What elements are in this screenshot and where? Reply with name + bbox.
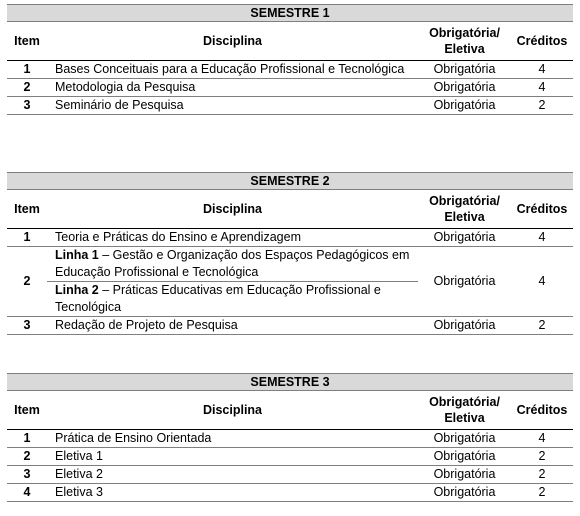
obrigatoria-header (418, 190, 511, 229)
disciplina-name: Eletiva 3 (55, 485, 103, 499)
creditos-header: Créditos (516, 34, 568, 48)
tipo-value: Obrigatória (433, 80, 496, 94)
semester-title: SEMESTRE 3 (7, 373, 573, 391)
item-number: 4 (23, 485, 31, 499)
obrigatoria-header-line2: Eletiva (444, 42, 485, 56)
obrigatoria-header-line2: Eletiva (444, 411, 485, 425)
semester-title: SEMESTRE 1 (7, 4, 573, 22)
obrigatoria-header-line1: Obrigatória/ (429, 395, 500, 409)
course-table (7, 22, 573, 115)
disciplina-name: Eletiva 1 (55, 449, 103, 463)
tipo-value: Obrigatória (433, 449, 496, 463)
item-number: 2 (23, 80, 31, 94)
course-table (7, 190, 573, 335)
item-number: 3 (23, 98, 31, 112)
semester-2-table (7, 172, 573, 335)
disciplina-name: Teoria e Práticas do Ensino e Aprendizagem (55, 230, 301, 244)
tipo-value: Obrigatória (433, 485, 496, 499)
semester-title: SEMESTRE 2 (7, 172, 573, 190)
creditos-value: 4 (538, 230, 546, 244)
header-row (7, 22, 573, 61)
disciplina-header: Disciplina (202, 403, 263, 417)
tipo-value: Obrigatória (433, 274, 496, 288)
disciplina-name: Prática de Ensino Orientada (55, 431, 212, 445)
obrigatoria-header (418, 391, 511, 430)
item-number: 2 (23, 449, 31, 463)
item-number: 1 (23, 62, 31, 76)
linha-2-label: Linha 2 (55, 283, 99, 297)
tipo-value: Obrigatória (433, 467, 496, 481)
item-number: 3 (23, 318, 31, 332)
creditos-header: Créditos (516, 202, 568, 216)
disciplina-header: Disciplina (202, 34, 263, 48)
creditos-value: 4 (538, 80, 546, 94)
linha-2-text: – Práticas Educativas em Educação Profissional e Tecnológica (55, 283, 381, 314)
item-number: 2 (23, 274, 31, 288)
creditos-value: 2 (538, 485, 546, 499)
creditos-value: 4 (538, 274, 546, 288)
semester-1-table (7, 4, 573, 115)
tipo-value: Obrigatória (433, 318, 496, 332)
item-number: 1 (23, 230, 31, 244)
table-row (7, 79, 573, 97)
item-number: 3 (23, 467, 31, 481)
semester-3-table (7, 373, 573, 502)
course-table (7, 391, 573, 502)
table-row (7, 97, 573, 115)
obrigatoria-header-line1: Obrigatória/ (429, 26, 500, 40)
tipo-value: Obrigatória (433, 230, 496, 244)
linha-1-option (47, 247, 418, 282)
tipo-value: Obrigatória (433, 431, 496, 445)
table-row (7, 430, 573, 448)
item-header: Item (14, 202, 40, 216)
obrigatoria-header (418, 22, 511, 61)
creditos-value: 4 (538, 62, 546, 76)
linha-1-text: – Gestão e Organização dos Espaços Pedagógicos em Educação Profissional e Tecnológica (55, 248, 410, 279)
table-row (7, 61, 573, 79)
table-row (7, 448, 573, 466)
disciplina-name: Bases Conceituais para a Educação Profissional e Tecnológica (55, 62, 405, 76)
obrigatoria-header-line1: Obrigatória/ (429, 194, 500, 208)
disciplina-name: Metodologia da Pesquisa (55, 80, 196, 94)
linha-1-label: Linha 1 (55, 248, 99, 262)
linha-2-option (47, 282, 418, 316)
item-header: Item (14, 34, 40, 48)
disciplina-name: Eletiva 2 (55, 467, 103, 481)
table-row (7, 229, 573, 247)
creditos-value: 2 (538, 98, 546, 112)
creditos-value: 2 (538, 467, 546, 481)
table-row (7, 317, 573, 335)
item-number: 1 (23, 431, 31, 445)
creditos-value: 2 (538, 449, 546, 463)
header-row (7, 391, 573, 430)
tipo-value: Obrigatória (433, 62, 496, 76)
disciplina-name: Redação de Projeto de Pesquisa (55, 318, 238, 332)
disciplina-name: Seminário de Pesquisa (55, 98, 184, 112)
table-row (7, 466, 573, 484)
table-row (7, 484, 573, 502)
creditos-header: Créditos (516, 403, 568, 417)
table-row (7, 247, 573, 317)
obrigatoria-header-line2: Eletiva (444, 210, 485, 224)
creditos-value: 2 (538, 318, 546, 332)
item-header: Item (14, 403, 40, 417)
disciplina-cell (47, 247, 418, 317)
tipo-value: Obrigatória (433, 98, 496, 112)
disciplina-header: Disciplina (202, 202, 263, 216)
creditos-value: 4 (538, 431, 546, 445)
header-row (7, 190, 573, 229)
